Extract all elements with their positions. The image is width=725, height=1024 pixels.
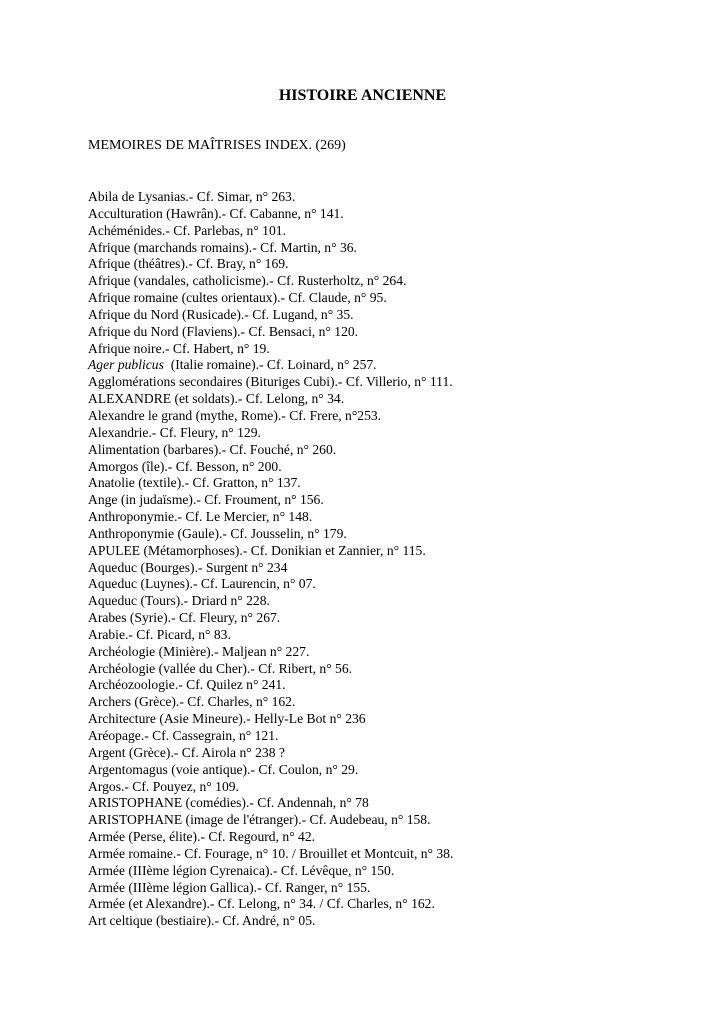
index-entry-text: Afrique du Nord (Flaviens).- Cf. Bensaci, n° 120. — [88, 323, 359, 339]
index-subtitle: MEMOIRES DE MAÎTRISES INDEX. (269) — [88, 138, 346, 153]
index-entry — [88, 846, 453, 863]
index-entry — [88, 307, 453, 324]
index-entry-text: (Italie romaine).- Cf. Loinard, n° 257. — [163, 357, 377, 373]
index-entry-text: Anthroponymie (Gaule).- Cf. Jousselin, n° 179. — [88, 525, 347, 541]
index-entry-text: Acculturation (Hawrân).- Cf. Cabanne, n° 141. — [88, 205, 344, 221]
index-entry — [88, 627, 453, 644]
index-entry-text: Archéologie (Minière).- Maljean n° 227. — [88, 643, 310, 659]
index-entry — [88, 526, 453, 543]
index-entry-text: Argentomagus (voie antique).- Cf. Coulon, n° 29. — [88, 761, 359, 777]
index-entry-text: Amorgos (île).- Cf. Besson, n° 200. — [88, 458, 282, 474]
index-entry-text: ARISTOPHANE (comédies).- Cf. Andennah, n° 78 — [88, 795, 369, 811]
index-entry — [88, 812, 453, 829]
index-entry-text: Afrique (vandales, catholicisme).- Cf. Rusterholtz, n° 264. — [88, 273, 407, 289]
index-entry — [88, 779, 453, 796]
index-entry-text: Architecture (Asie Mineure).- Helly-Le Bot n° 236 — [88, 711, 366, 727]
index-entry — [88, 560, 453, 577]
index-entry — [88, 694, 453, 711]
index-entry-text: Afrique du Nord (Rusicade).- Cf. Lugand, n° 35. — [88, 306, 354, 322]
index-entry-text: Archéozoologie.- Cf. Quilez n° 241. — [88, 677, 286, 693]
index-entry-text: APULEE (Métamorphoses).- Cf. Donikian et Zannier, n° 115. — [88, 542, 426, 558]
page-title: HISTOIRE ANCIENNE — [278, 87, 447, 104]
index-entry-text: Art celtique (bestiaire).- Cf. André, n° 05. — [88, 913, 316, 929]
index-entry — [88, 442, 453, 459]
index-entry-text: Armée (IIIème légion Gallica).- Cf. Ranger, n° 155. — [88, 879, 371, 895]
index-entry-text: Agglomérations secondaires (Bituriges Cubi).- Cf. Villerio, n° 111. — [88, 374, 453, 390]
index-entry — [88, 661, 453, 678]
index-entry-text: Alimentation (barbares).- Cf. Fouché, n° 260. — [88, 441, 337, 457]
index-entry-text: Afrique noire.- Cf. Habert, n° 19. — [88, 340, 270, 356]
index-entry — [88, 593, 453, 610]
index-entry-text: Anatolie (textile).- Cf. Gratton, n° 137. — [88, 475, 301, 491]
index-entry-text: ARISTOPHANE (image de l'étranger).- Cf. Audebeau, n° 158. — [88, 812, 431, 828]
index-entry — [88, 576, 453, 593]
index-entry-text: Arabes (Syrie).- Cf. Fleury, n° 267. — [88, 610, 281, 626]
index-entry — [88, 206, 453, 223]
index-entry — [88, 341, 453, 358]
index-entry — [88, 223, 453, 240]
index-entry — [88, 795, 453, 812]
index-entry — [88, 913, 453, 930]
index-entry — [88, 357, 453, 374]
index-entry-text: Argos.- Cf. Pouyez, n° 109. — [88, 778, 239, 794]
index-entry-text: Abila de Lysanias.- Cf. Simar, n° 263. — [88, 189, 296, 204]
index-entry — [88, 610, 453, 627]
index-entry — [88, 728, 453, 745]
index-entry-text: Aqueduc (Bourges).- Surgent n° 234 — [88, 559, 288, 575]
index-entry — [88, 324, 453, 341]
index-entry-text: Argent (Grèce).- Cf. Airola n° 238 ? — [88, 744, 285, 760]
index-entry-text: Arabie.- Cf. Picard, n° 83. — [88, 626, 231, 642]
index-entry — [88, 896, 453, 913]
index-entries-list — [88, 189, 453, 930]
index-entry-text: Afrique (théâtres).- Cf. Bray, n° 169. — [88, 256, 289, 272]
index-entry-text: Alexandrie.- Cf. Fleury, n° 129. — [88, 424, 261, 440]
index-entry-text: Achéménides.- Cf. Parlebas, n° 101. — [88, 222, 286, 238]
index-entry-text: Archéologie (vallée du Cher).- Cf. Ribert, n° 56. — [88, 660, 353, 676]
index-entry-text: Anthroponymie.- Cf. Le Mercier, n° 148. — [88, 509, 313, 525]
index-entry-text: ALEXANDRE (et soldats).- Cf. Lelong, n° 34. — [88, 391, 345, 407]
index-entry — [88, 408, 453, 425]
index-entry — [88, 677, 453, 694]
index-entry-text: Aréopage.- Cf. Cassegrain, n° 121. — [88, 728, 279, 743]
index-entry-text: Ange (in judaïsme).- Cf. Froument, n° 156. — [88, 492, 324, 508]
index-entry — [88, 391, 453, 408]
index-entry-text: Armée romaine.- Cf. Fourage, n° 10. / Brouillet et Montcuit, n° 38. — [88, 845, 454, 861]
index-entry — [88, 273, 453, 290]
index-entry — [88, 880, 453, 897]
index-entry — [88, 256, 453, 273]
index-entry — [88, 459, 453, 476]
index-entry — [88, 762, 453, 779]
index-entry — [88, 374, 453, 391]
index-entry — [88, 829, 453, 846]
index-entry-text: Armée (et Alexandre).- Cf. Lelong, n° 34. / Cf. Charles, n° 162. — [88, 896, 435, 912]
index-entry — [88, 425, 453, 442]
index-entry-text: Aqueduc (Luynes).- Cf. Laurencin, n° 07. — [88, 576, 316, 592]
index-entry — [88, 863, 453, 880]
index-entry-text: Aqueduc (Tours).- Driard n° 228. — [88, 593, 270, 609]
index-entry — [88, 492, 453, 509]
index-entry-text: Archers (Grèce).- Cf. Charles, n° 162. — [88, 694, 296, 710]
index-entry — [88, 475, 453, 492]
index-entry-text: Armée (IIIème légion Cyrenaica).- Cf. Lévêque, n° 150. — [88, 862, 395, 878]
index-entry — [88, 711, 453, 728]
index-entry — [88, 543, 453, 560]
index-entry — [88, 644, 453, 661]
index-entry-text: Alexandre le grand (mythe, Rome).- Cf. Frere, n°253. — [88, 407, 382, 423]
index-entry — [88, 240, 453, 257]
index-entry — [88, 189, 453, 206]
index-entry-text: Afrique romaine (cultes orientaux).- Cf. Claude, n° 95. — [88, 290, 387, 306]
index-entry — [88, 290, 453, 307]
index-entry — [88, 509, 453, 526]
index-entry — [88, 745, 453, 762]
index-entry-text: Armée (Perse, élite).- Cf. Regourd, n° 42. — [88, 829, 316, 845]
index-entry-text: Afrique (marchands romains).- Cf. Martin, n° 36. — [88, 239, 357, 255]
index-entry-italic-term: Ager publicus — [88, 357, 164, 373]
